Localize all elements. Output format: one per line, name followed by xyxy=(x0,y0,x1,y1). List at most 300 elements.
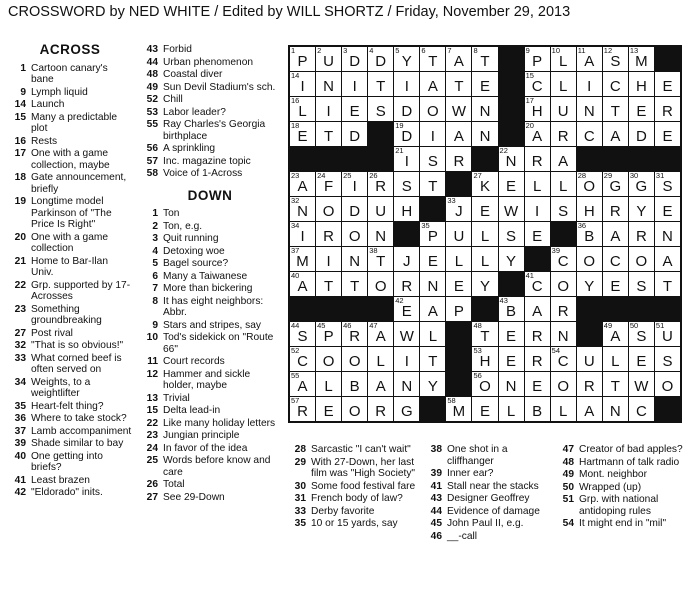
grid-cell[interactable] xyxy=(472,397,497,421)
cell-number: 32 xyxy=(291,197,300,205)
cell-letter: A xyxy=(375,328,386,345)
clue-number: 51 xyxy=(562,494,574,505)
clue-number: 7 xyxy=(152,283,158,294)
grid-cell[interactable] xyxy=(629,397,654,421)
cell-letter: O xyxy=(322,353,335,370)
grid-cell[interactable] xyxy=(342,247,367,271)
grid-cell[interactable] xyxy=(316,272,341,296)
grid-cell[interactable] xyxy=(655,172,680,196)
clue-number: 12 xyxy=(146,368,158,380)
cell-number: 21 xyxy=(395,147,404,155)
cell-number: 30 xyxy=(629,172,639,180)
grid-cell[interactable] xyxy=(525,97,550,121)
grid-cell[interactable] xyxy=(655,322,680,346)
clue-number: 28 xyxy=(294,444,306,455)
cell-letter: N xyxy=(505,378,517,395)
grid-cell[interactable] xyxy=(629,247,654,271)
grid-cell[interactable] xyxy=(472,122,497,146)
grid-cell[interactable] xyxy=(577,247,602,271)
grid-cell[interactable] xyxy=(551,297,576,321)
grid-cell[interactable] xyxy=(629,72,654,96)
cell-letter: H xyxy=(635,78,647,95)
grid-cell[interactable] xyxy=(342,122,367,146)
grid-cell[interactable] xyxy=(290,272,315,296)
grid-cell[interactable] xyxy=(603,372,628,396)
grid-cell[interactable] xyxy=(472,172,497,196)
grid-cell[interactable] xyxy=(368,322,393,346)
grid-cell[interactable] xyxy=(603,97,628,121)
cell-letter: O xyxy=(322,203,335,220)
grid-cell[interactable] xyxy=(342,272,367,296)
grid-cell[interactable] xyxy=(290,397,315,421)
grid-cell[interactable] xyxy=(368,272,393,296)
clue-number: 22 xyxy=(146,417,158,429)
grid-cell[interactable] xyxy=(342,372,367,396)
grid-cell[interactable] xyxy=(499,247,524,271)
cell-number: 9 xyxy=(525,47,530,55)
clue-item xyxy=(556,518,690,530)
grid-cell[interactable] xyxy=(394,322,419,346)
grid-cell[interactable] xyxy=(629,322,654,346)
grid-cell[interactable] xyxy=(342,222,367,246)
cell-letter: B xyxy=(584,228,595,245)
grid-cell[interactable] xyxy=(290,197,315,221)
grid-cell[interactable] xyxy=(655,222,680,246)
grid-cell[interactable] xyxy=(577,47,602,71)
grid-cell[interactable] xyxy=(420,322,445,346)
clue-text: Total xyxy=(163,479,185,490)
grid-cell[interactable] xyxy=(551,172,576,196)
cell-letter: G xyxy=(609,178,622,195)
clue-text: Words before know and care xyxy=(163,455,271,478)
grid-cell[interactable] xyxy=(629,97,654,121)
grid-cell[interactable] xyxy=(472,372,497,396)
clue-text: Delta lead-in xyxy=(163,405,221,416)
grid-cell[interactable] xyxy=(525,72,550,96)
grid-cell[interactable] xyxy=(499,147,524,171)
grid-cell[interactable] xyxy=(290,97,315,121)
black-square xyxy=(446,347,471,371)
grid-cell[interactable] xyxy=(655,122,680,146)
clue-number: 45 xyxy=(430,518,442,529)
grid-cell[interactable] xyxy=(499,397,524,421)
grid-cell[interactable] xyxy=(525,197,550,221)
cell-letter: R xyxy=(635,228,647,245)
grid-cell[interactable] xyxy=(655,97,680,121)
grid-cell[interactable] xyxy=(577,72,602,96)
grid-cell[interactable] xyxy=(499,222,524,246)
grid-cell[interactable] xyxy=(394,272,419,296)
clue-item xyxy=(288,457,420,480)
clue-number: 43 xyxy=(146,44,158,55)
grid-cell[interactable] xyxy=(655,272,680,296)
black-square xyxy=(629,147,654,171)
grid-cell[interactable] xyxy=(290,122,315,146)
grid-cell[interactable] xyxy=(551,47,576,71)
grid-cell[interactable] xyxy=(499,197,524,221)
grid-cell[interactable] xyxy=(316,197,341,221)
grid-cell[interactable] xyxy=(472,322,497,346)
grid-cell[interactable] xyxy=(316,97,341,121)
clue-item xyxy=(424,481,556,493)
grid-cell[interactable] xyxy=(551,122,576,146)
grid-cell[interactable] xyxy=(290,372,315,396)
grid-cell[interactable] xyxy=(629,272,654,296)
clue-item xyxy=(140,393,280,405)
cell-letter: E xyxy=(427,253,438,270)
clue-text: Ton, e.g. xyxy=(163,220,203,232)
grid-cell[interactable] xyxy=(577,222,602,246)
grid-cell[interactable] xyxy=(368,97,393,121)
clue-number: 44 xyxy=(430,505,442,517)
grid-cell[interactable] xyxy=(316,47,341,71)
grid-cell[interactable] xyxy=(316,172,341,196)
grid-cell[interactable] xyxy=(603,72,628,96)
grid-cell[interactable] xyxy=(394,47,419,71)
cell-letter: A xyxy=(453,128,464,145)
grid-cell[interactable] xyxy=(551,197,576,221)
cell-number: 19 xyxy=(395,122,404,130)
grid-cell[interactable] xyxy=(629,347,654,371)
grid-cell[interactable] xyxy=(368,347,393,371)
grid-cell[interactable] xyxy=(525,297,550,321)
cell-letter: O xyxy=(348,228,361,245)
down-column-4 xyxy=(424,444,556,543)
cell-letter: C xyxy=(557,253,569,270)
clue-text: Hartmann of talk radio xyxy=(579,456,680,468)
grid-cell[interactable] xyxy=(655,197,680,221)
grid-cell[interactable] xyxy=(525,47,550,71)
clue-text: Tod's sidekick on "Route 66" xyxy=(163,332,274,355)
grid-cell[interactable] xyxy=(525,172,550,196)
grid-cell[interactable] xyxy=(368,222,393,246)
grid-cell[interactable] xyxy=(551,397,576,421)
grid-cell[interactable] xyxy=(394,247,419,271)
clue-number: 19 xyxy=(14,196,26,207)
cell-letter: E xyxy=(453,278,464,295)
grid-cell[interactable] xyxy=(577,397,602,421)
grid-cell[interactable] xyxy=(446,247,471,271)
grid-cell[interactable] xyxy=(316,322,341,346)
clue-number: 40 xyxy=(14,450,26,462)
grid-cell[interactable] xyxy=(577,97,602,121)
grid-cell[interactable] xyxy=(577,272,602,296)
grid-cell[interactable] xyxy=(577,197,602,221)
cell-letter: W xyxy=(399,328,414,345)
grid-cell[interactable] xyxy=(446,147,471,171)
cell-number: 57 xyxy=(291,397,300,405)
grid-cell[interactable] xyxy=(472,247,497,271)
grid-cell[interactable] xyxy=(420,122,445,146)
grid-cell[interactable] xyxy=(499,347,524,371)
grid-cell[interactable] xyxy=(472,272,497,296)
cell-number: 53 xyxy=(473,347,482,355)
grid-cell[interactable] xyxy=(368,172,393,196)
grid-cell[interactable] xyxy=(603,197,628,221)
grid-cell[interactable] xyxy=(525,122,550,146)
grid-cell[interactable] xyxy=(525,222,550,246)
grid-cell[interactable] xyxy=(342,72,367,96)
grid-cell[interactable] xyxy=(446,47,471,71)
grid-cell[interactable] xyxy=(525,322,550,346)
grid-cell[interactable] xyxy=(655,247,680,271)
black-square xyxy=(655,397,680,421)
cell-letter: A xyxy=(427,303,438,320)
cell-letter: R xyxy=(662,103,673,120)
grid-cell[interactable] xyxy=(655,347,680,371)
grid-cell[interactable] xyxy=(629,372,654,396)
grid-cell[interactable] xyxy=(577,372,602,396)
grid-cell[interactable] xyxy=(420,222,445,246)
grid-cell[interactable] xyxy=(290,222,315,246)
grid-cell[interactable] xyxy=(551,372,576,396)
grid-cell[interactable] xyxy=(603,172,628,196)
grid-cell[interactable] xyxy=(629,122,654,146)
grid-cell[interactable] xyxy=(394,347,419,371)
grid-cell[interactable] xyxy=(394,72,419,96)
cell-letter: R xyxy=(375,178,387,195)
grid-cell[interactable] xyxy=(629,172,654,196)
grid-cell[interactable] xyxy=(525,397,550,421)
cell-letter: D xyxy=(375,53,387,70)
grid-cell[interactable] xyxy=(603,322,628,346)
grid-cell[interactable] xyxy=(394,397,419,421)
grid-cell[interactable] xyxy=(446,122,471,146)
clue-text: Many a predictable plot xyxy=(31,111,118,134)
grid-cell[interactable] xyxy=(551,97,576,121)
grid-cell[interactable] xyxy=(420,172,445,196)
grid-cell[interactable] xyxy=(290,47,315,71)
crossword-grid[interactable] xyxy=(288,45,682,423)
cell-letter: T xyxy=(428,178,438,195)
black-square xyxy=(394,222,419,246)
grid-cell[interactable] xyxy=(290,72,315,96)
cell-letter: E xyxy=(506,178,517,195)
grid-cell[interactable] xyxy=(368,372,393,396)
clue-number: 16 xyxy=(14,135,26,147)
grid-cell[interactable] xyxy=(551,147,576,171)
grid-cell[interactable] xyxy=(394,372,419,396)
cell-letter: O xyxy=(583,253,596,270)
clue-number: 32 xyxy=(14,340,26,351)
grid-cell[interactable] xyxy=(394,297,419,321)
grid-cell[interactable] xyxy=(316,372,341,396)
grid-cell[interactable] xyxy=(420,97,445,121)
grid-cell[interactable] xyxy=(603,397,628,421)
clue-item xyxy=(140,82,280,94)
clue-item xyxy=(140,479,280,491)
grid-cell[interactable] xyxy=(525,347,550,371)
cell-letter: T xyxy=(480,53,490,70)
grid-cell[interactable] xyxy=(446,72,471,96)
grid-cell[interactable] xyxy=(368,197,393,221)
cell-letter: B xyxy=(349,378,360,395)
clue-text: Gate announcement, briefly xyxy=(31,172,127,195)
grid-cell[interactable] xyxy=(420,272,445,296)
clue-item xyxy=(8,256,132,279)
cell-letter: A xyxy=(297,378,308,395)
grid-cell[interactable] xyxy=(603,47,628,71)
grid-cell[interactable] xyxy=(603,222,628,246)
grid-cell[interactable] xyxy=(420,347,445,371)
cell-letter: I xyxy=(404,153,409,170)
grid-cell[interactable] xyxy=(420,147,445,171)
cell-number: 4 xyxy=(369,47,374,55)
grid-cell[interactable] xyxy=(446,97,471,121)
clue-text: Mont. neighbor xyxy=(579,469,647,480)
grid-cell[interactable] xyxy=(290,347,315,371)
cell-letter: C xyxy=(609,253,621,270)
clue-number: 26 xyxy=(146,479,158,490)
clue-item xyxy=(140,369,280,392)
grid-cell[interactable] xyxy=(525,272,550,296)
clue-item xyxy=(140,418,280,430)
grid-cell[interactable] xyxy=(551,347,576,371)
grid-cell[interactable] xyxy=(394,197,419,221)
grid-cell[interactable] xyxy=(472,72,497,96)
grid-cell[interactable] xyxy=(603,347,628,371)
grid-cell[interactable] xyxy=(342,197,367,221)
grid-cell[interactable] xyxy=(394,122,419,146)
grid-cell[interactable] xyxy=(603,122,628,146)
clue-item xyxy=(424,531,556,543)
grid-cell[interactable] xyxy=(420,372,445,396)
grid-cell[interactable] xyxy=(446,197,471,221)
grid-cell[interactable] xyxy=(629,47,654,71)
cell-letter: I xyxy=(300,228,305,245)
grid-cell[interactable] xyxy=(420,297,445,321)
cell-number: 39 xyxy=(551,247,560,255)
clue-number: 8 xyxy=(152,295,158,307)
black-square xyxy=(603,147,628,171)
grid-cell[interactable] xyxy=(629,197,654,221)
grid-cell[interactable] xyxy=(290,322,315,346)
cell-letter: E xyxy=(662,128,673,145)
grid-cell[interactable] xyxy=(420,72,445,96)
grid-cell[interactable] xyxy=(290,172,315,196)
grid-cell[interactable] xyxy=(446,272,471,296)
grid-cell[interactable] xyxy=(316,122,341,146)
clue-item xyxy=(8,353,132,376)
grid-cell[interactable] xyxy=(472,47,497,71)
clue-text: Ray Charles's Georgia birthplace xyxy=(163,119,266,142)
grid-cell[interactable] xyxy=(368,47,393,71)
grid-cell[interactable] xyxy=(316,247,341,271)
grid-cell[interactable] xyxy=(551,247,576,271)
grid-cell[interactable] xyxy=(525,147,550,171)
grid-cell[interactable] xyxy=(316,72,341,96)
clue-item xyxy=(140,405,280,417)
grid-cell[interactable] xyxy=(655,72,680,96)
cell-letter: T xyxy=(350,278,360,295)
cell-letter: L xyxy=(559,178,568,195)
grid-cell[interactable] xyxy=(551,272,576,296)
clue-text: Creator of bad apples? xyxy=(579,444,683,455)
grid-cell[interactable] xyxy=(290,247,315,271)
clue-text: It might end in "mil" xyxy=(579,518,667,529)
grid-cell[interactable] xyxy=(368,397,393,421)
grid-cell[interactable] xyxy=(368,247,393,271)
grid-cell[interactable] xyxy=(629,222,654,246)
clue-number: 33 xyxy=(14,352,26,364)
grid-cell[interactable] xyxy=(368,72,393,96)
grid-cell[interactable] xyxy=(342,322,367,346)
cell-letter: D xyxy=(635,128,647,145)
grid-cell[interactable] xyxy=(577,122,602,146)
clue-number: 53 xyxy=(146,106,158,118)
grid-cell[interactable] xyxy=(342,97,367,121)
grid-cell[interactable] xyxy=(655,372,680,396)
grid-cell[interactable] xyxy=(525,372,550,396)
grid-cell[interactable] xyxy=(472,197,497,221)
grid-cell[interactable] xyxy=(446,297,471,321)
grid-cell[interactable] xyxy=(446,222,471,246)
grid-cell[interactable] xyxy=(394,147,419,171)
clue-number: 1 xyxy=(20,62,26,74)
cell-letter: L xyxy=(480,253,490,270)
grid-cell[interactable] xyxy=(499,372,524,396)
cell-letter: R xyxy=(609,203,621,220)
grid-cell[interactable] xyxy=(499,172,524,196)
grid-cell[interactable] xyxy=(472,97,497,121)
clue-number: 5 xyxy=(152,258,158,269)
cell-number: 45 xyxy=(317,322,326,330)
grid-cell[interactable] xyxy=(551,72,576,96)
cell-number: 18 xyxy=(291,122,300,130)
clue-number: 29 xyxy=(294,456,306,468)
clue-number: 15 xyxy=(14,111,26,123)
grid-cell[interactable] xyxy=(499,297,524,321)
grid-cell[interactable] xyxy=(499,322,524,346)
grid-cell[interactable] xyxy=(394,172,419,196)
grid-cell[interactable] xyxy=(342,347,367,371)
clue-item xyxy=(140,356,280,368)
grid-cell[interactable] xyxy=(603,247,628,271)
clue-item xyxy=(8,426,132,438)
cell-letter: K xyxy=(479,178,490,195)
grid-cell[interactable] xyxy=(394,97,419,121)
grid-cell[interactable] xyxy=(420,247,445,271)
clue-text: Inner ear? xyxy=(447,468,494,479)
grid-cell[interactable] xyxy=(316,222,341,246)
grid-cell[interactable] xyxy=(316,397,341,421)
clue-number: 20 xyxy=(14,231,26,243)
clue-text: Home to Bar-Ilan Univ. xyxy=(31,255,109,278)
grid-cell[interactable] xyxy=(446,397,471,421)
grid-cell[interactable] xyxy=(342,397,367,421)
black-square xyxy=(420,397,445,421)
grid-cell[interactable] xyxy=(342,172,367,196)
clue-item xyxy=(140,44,280,56)
cell-number: 12 xyxy=(603,47,613,55)
grid-cell[interactable] xyxy=(472,222,497,246)
grid-cell[interactable] xyxy=(577,347,602,371)
grid-cell[interactable] xyxy=(472,347,497,371)
grid-cell[interactable] xyxy=(420,47,445,71)
clue-text: Designer Geoffrey xyxy=(447,493,530,504)
cell-number: 41 xyxy=(525,272,534,280)
clue-item xyxy=(424,518,556,530)
grid-cell[interactable] xyxy=(551,322,576,346)
clue-text: Forbid xyxy=(163,44,192,55)
clue-item xyxy=(140,332,280,355)
grid-cell[interactable] xyxy=(603,272,628,296)
cell-letter: T xyxy=(428,53,438,70)
grid-cell[interactable] xyxy=(316,347,341,371)
clue-text: Voice of 1-Across xyxy=(163,168,243,179)
grid-cell[interactable] xyxy=(342,47,367,71)
grid-cell[interactable] xyxy=(577,172,602,196)
